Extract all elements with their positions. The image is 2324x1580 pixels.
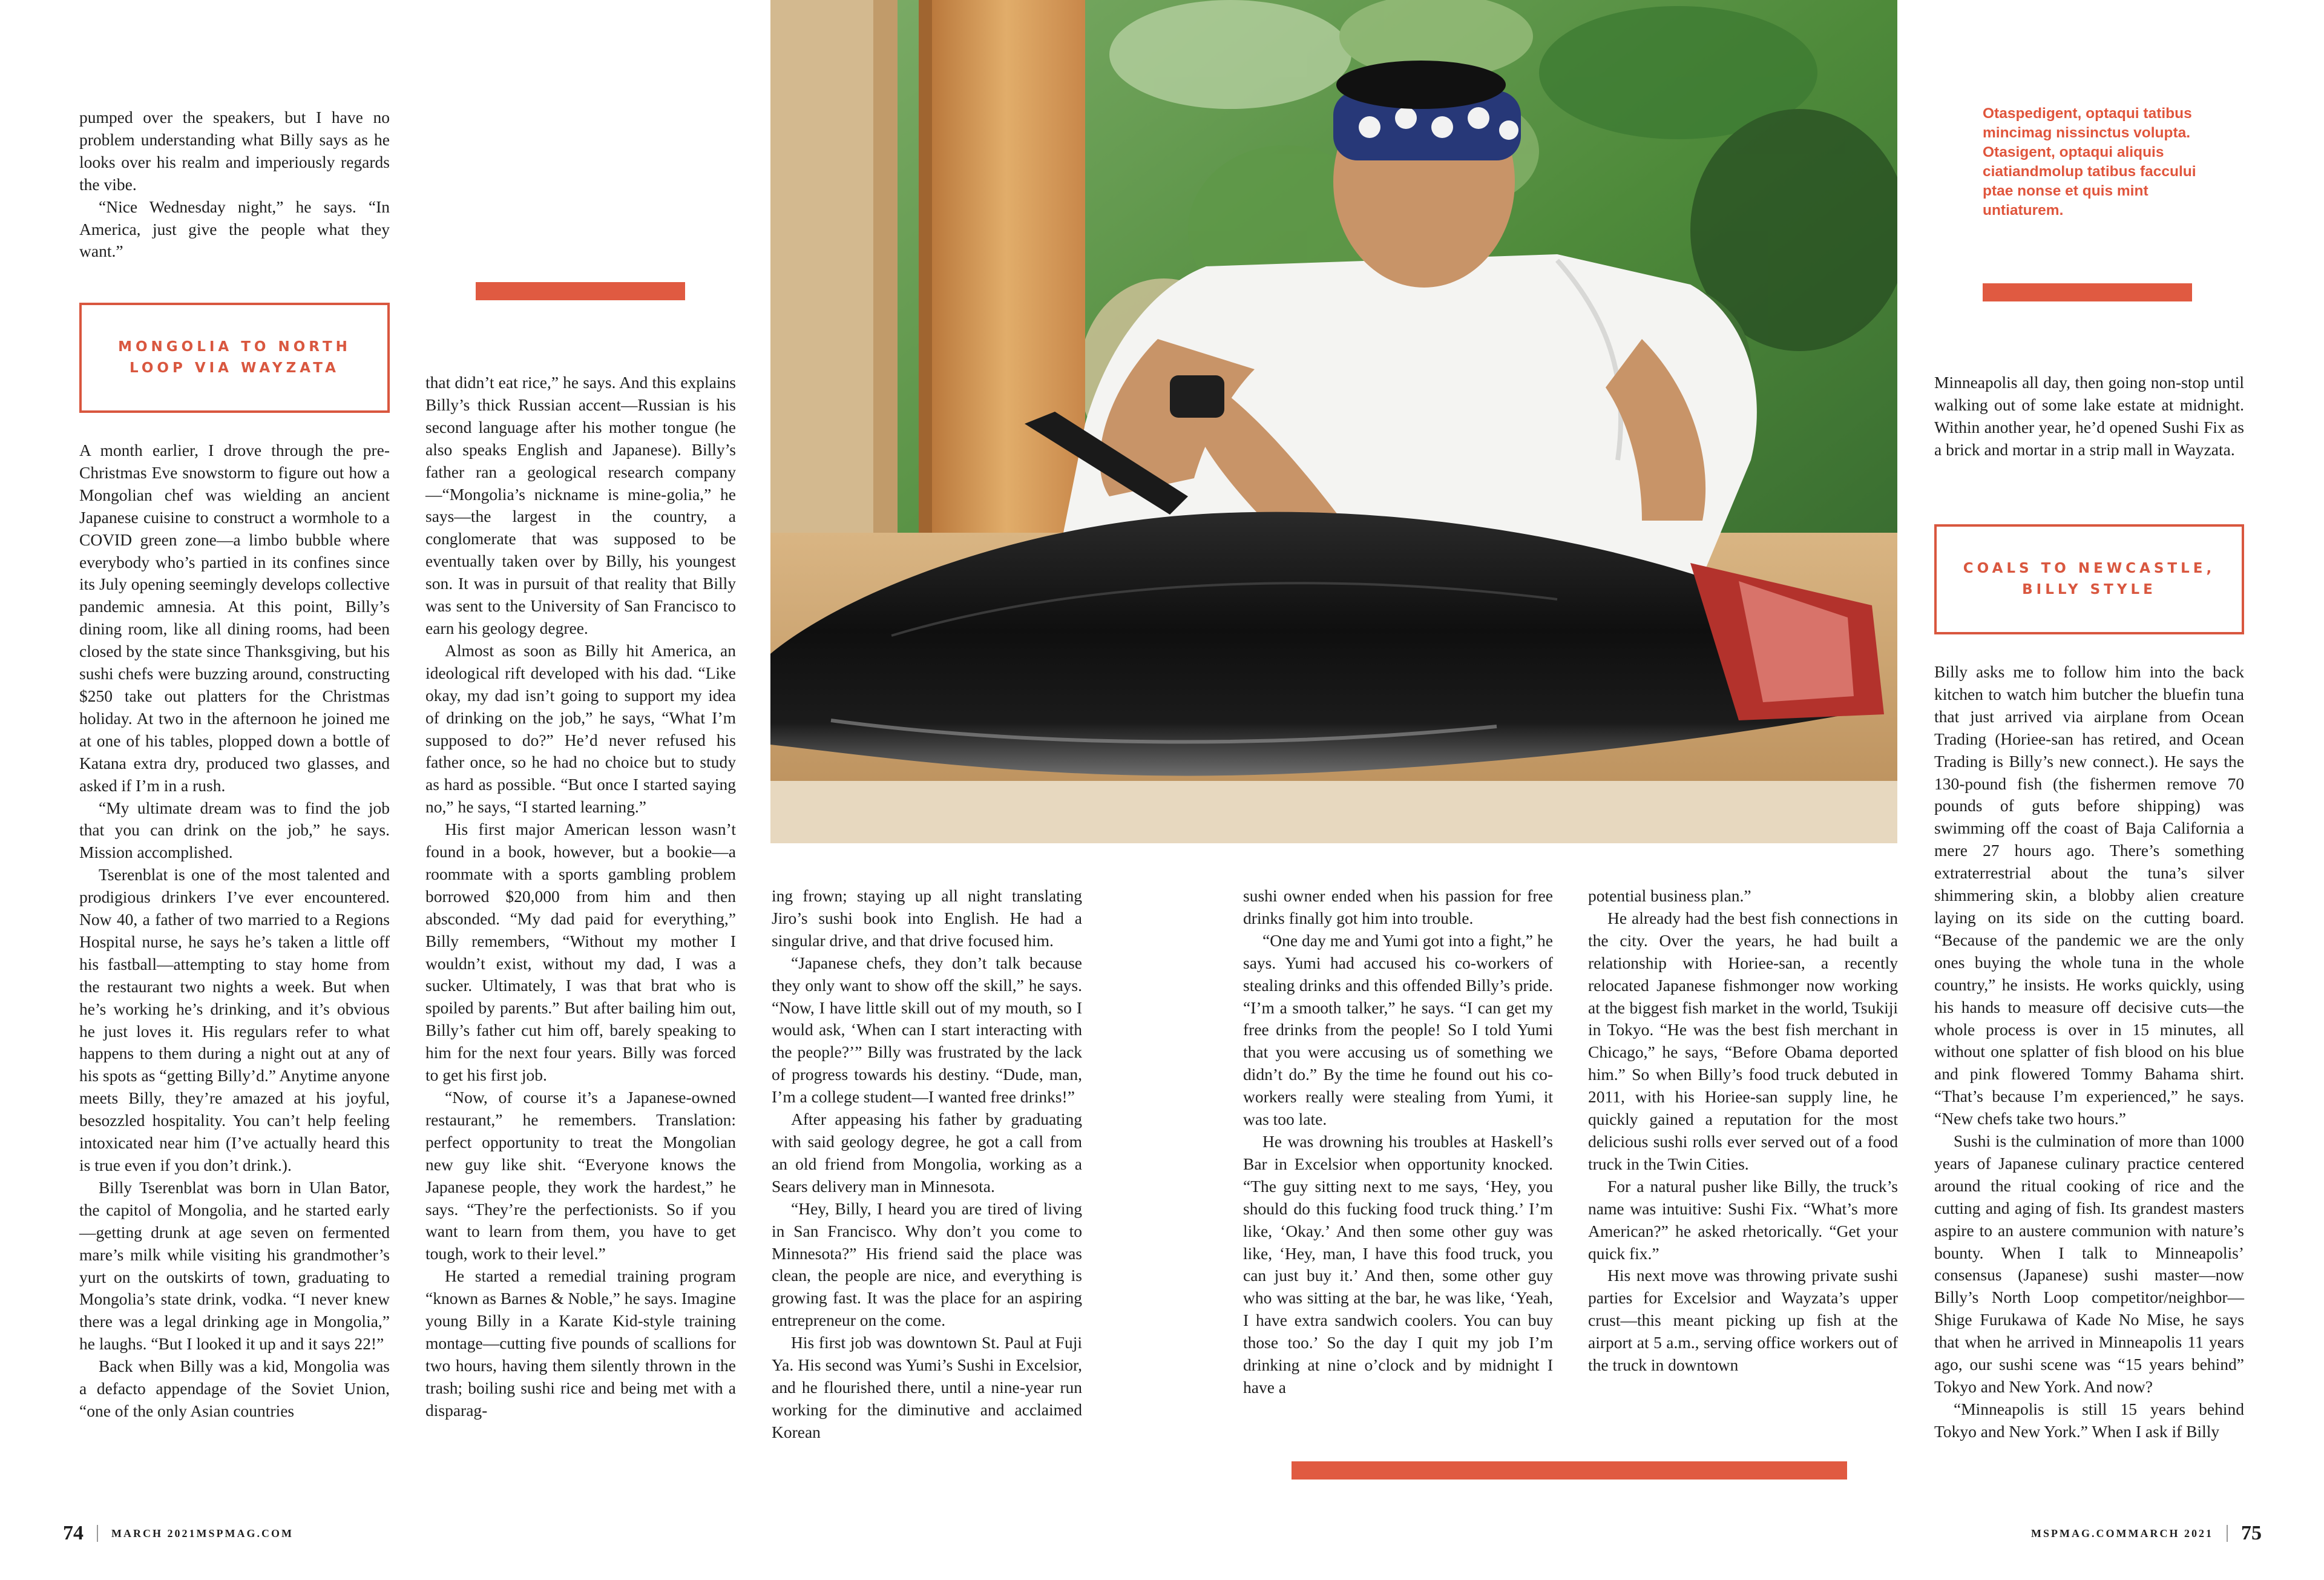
folio-site: MSPMAG.COM: [2031, 1527, 2129, 1539]
paragraph: For a natural pusher like Billy, the truck’s name was intuitive: Sushi Fix. “What’s more American?” he asked rhetorically. “Get your quick fix.”: [1588, 1176, 1898, 1263]
column-1-top: [79, 107, 390, 263]
column-1-bottom: [79, 439, 390, 1423]
folio-right: [2031, 1521, 2262, 1545]
paragraph: Sushi is the culmination of more than 1000 years of Japanese culinary practice centered around the ritual cooking of rice and the cutting and aging of fish. Its grandest masters aspire to an austere communion with nature’s bounty. When I talk to Minneapolis’ consensus (Japanese) sushi master—now Billy’s North Loop competitor/neighbor—Shige Furukawa of Kade No Mise, he says that when he arrived in Minneapolis 11 years ago, our sushi scene was “15 years behind” Tokyo and New York. And now?: [1934, 1131, 2244, 1396]
paragraph: After appeasing his father by graduating with said geology degree, he got a call from an old friend from Mongolia, working as a Sears delivery man in Minnesota.: [772, 1110, 1082, 1196]
column-5: [1588, 885, 1898, 1377]
folio-date: MARCH 2021: [111, 1527, 197, 1539]
paragraph: potential business plan.”: [1588, 886, 1751, 905]
paragraph: “Nice Wednesday night,” he says. “In America, just give the people what they want.”: [79, 197, 390, 261]
paragraph: Back when Billy was a kid, Mongolia was a defacto appendage of the Soviet Union, “one of the only Asian countries: [79, 1357, 390, 1420]
page-number: 74: [63, 1522, 84, 1544]
paragraph: Billy Tserenblat was born in Ulan Bator, the capitol of Mongolia, and he started early—getting drunk at age seven on fermented mare’s milk while visiting his grandmother’s yurt on the outskirts of town, graduating to Mongolia’s state drink, vodka. “I never knew there was a legal drinking age in Mongolia,” he laughs. “But I looked it up and it says 22!”: [79, 1177, 390, 1354]
paragraph: “Now, of course it’s a Japanese-owned restaurant,” he remembers. Translation: perfect opportunity to treat the Mongolian new guy like shit. “Everyone knows the Japanese people, they work the hardest,” he says. “They’re the perfectionists. So if you want to learn from them, you have to get tough, work to their level.”: [425, 1088, 736, 1263]
column-6-bottom: [1934, 661, 2244, 1443]
paragraph: Billy asks me to follow him into the back kitchen to watch him butcher the bluefin tuna that just arrived via airplane from Ocean Trading (Horiee-san has retired, and Ocean Trading is Billy’s new connect.). He says the 130-pound fish (the fishermen remove 70 pounds of guts before shipping) was swimming off the coast of Baja California a mere 27 hours ago. There’s something extraterrestrial about the tuna’s silver shimmering skin, a blobby alien creature laying on its side on the cutting board. “Because of the pandemic we are the only ones buying the whole tuna in the whole country,” he insists. He works quickly, using his hands to measure off decisive cuts—the whole process is over in 15 minutes, all without one splatter of fish blood on his blue and pink flowered Tommy Bahama shirt. “That’s because I’m experienced,” he says. “New chefs take two hours.”: [1934, 662, 2244, 1128]
paragraph: Minneapolis all day, then going non-stop until walking out of some lake estate at midnight. Within another year, he’d opened Sushi Fix as a brick and mortar in a strip mall in Wayzata.: [1934, 373, 2244, 459]
folio-date: MARCH 2021: [2128, 1527, 2213, 1539]
paragraph: “Minneapolis is still 15 years behind Tokyo and New York.” When I ask if Billy: [1934, 1399, 2244, 1441]
page-number: 75: [2241, 1522, 2262, 1544]
folio-site: MSPMAG.COM: [196, 1527, 294, 1539]
chef-tuna-photo: [770, 0, 1897, 843]
paragraph: “One day me and Yumi got into a fight,” he says. Yumi had accused his co-workers of stealing drinks and this offended Billy’s pride. “I’m a smooth talker,” he says. “I can get my free drinks from the people! So I told Yumi that you were accusing us of something we didn’t do.” By the time he found out his co-workers really were stealing from Yumi, it was too late.: [1243, 930, 1553, 1129]
folio-divider: [2227, 1525, 2228, 1542]
paragraph: “My ultimate dream was to find the job that you can drink on the job,” he says. Mission accomplished.: [79, 798, 390, 862]
paragraph: A month earlier, I drove through the pre-Christmas Eve snowstorm to figure out how a Mongolian chef was wielding an ancient Japanese cuisine to construct a wormhole to a COVID green zone—a limbo bubble where everybody who’s partied in its confines since its July opening seemingly develops collective pandemic amnesia. At this point, Billy’s dining room, like all dining rooms, had been closed by the state since Thanksgiving, but his sushi chefs were buzzing around, constructing $250 take out platters for the Christmas holiday. At two in the afternoon he joined me at one of his tables, plopped down a bottle of Katana extra dry, produced two glasses, and asked if I’m in a rush.: [79, 441, 390, 795]
column-6-top: [1934, 372, 2244, 461]
subhead-coals: COALS TO NEWCASTLE, BILLY STYLE: [1934, 524, 2244, 634]
paragraph: that didn’t eat rice,” he says. And this explains Billy’s thick Russian accent—Russian is his second language after his mother tongue (he also speaks English and Japanese). Billy’s father ran a geological research company—“Mongolia’s nickname is mine-golia,” he says—the largest in the country, a conglomerate that was supposed to be eventually taken over by Billy, his youngest son. It was in pursuit of that reality that Billy was sent to the University of San Francisco to earn his geology degree.: [425, 373, 736, 637]
folio-divider: [97, 1525, 98, 1542]
paragraph: He was drowning his troubles at Haskell’s Bar in Excelsior when opportunity knocked. “The guy sitting next to me says, ‘Hey, you should do this fucking food truck thing.’ I’m like, ‘Okay.’ And then some other guy was like, ‘Hey, man, I have this food truck, you can just buy it.’ And then, some other guy who was sitting at the bar, he was like, ‘Yeah, I have extra sandwich coolers. You can buy those too.’ So the day I quit my job I’m drinking at nine o’clock and by midnight I have a: [1243, 1131, 1553, 1397]
column-3: [772, 885, 1082, 1444]
pull-quote: Otaspedigent, optaqui tatibus mincimag nissinctus volupta. Otasigent, optaqui aliquis ciatiandmolup tatibus faccului ptae nonse et quis mint untiaturem.: [1983, 105, 2196, 219]
accent-bar-bottom: [1292, 1461, 1847, 1480]
accent-bar-left: [476, 282, 685, 300]
paragraph: sushi owner ended when his passion for free drinks finally got him into trouble.: [1243, 886, 1553, 927]
subhead-mongolia: MONGOLIA TO NORTH LOOP VIA WAYZATA: [79, 303, 390, 413]
paragraph: He already had the best fish connections in the city. Over the years, he had built a relationship with Horiee-san, a recently relocated Japanese fishmonger now working at the biggest fish market in the world, Tsukiji in Tokyo. “He was the best fish merchant in Chicago,” he says, “Before Obama deported him.” So when Billy’s food truck debuted in 2011, with his Horiee-san supply line, he quickly gained a reputation for the most delicious sushi rolls ever served out of a food truck in the Twin Cities.: [1588, 908, 1898, 1173]
paragraph: His first job was downtown St. Paul at Fuji Ya. His second was Yumi’s Sushi in Excelsior, and he flourished there, until a nine-year run working for the diminutive and acclaimed Korean: [772, 1333, 1082, 1441]
column-2: [425, 372, 736, 1422]
column-4: [1243, 885, 1553, 1399]
paragraph: “Hey, Billy, I heard you are tired of living in San Francisco. Why don’t you come to Minnesota?” His friend said the place was clean, the people are nice, and everything is growing fast. It was the place for an aspiring entrepreneur on the come.: [772, 1199, 1082, 1330]
paragraph: His next move was throwing private sushi parties for Excelsior and Wayzata’s upper crust—this meant picking up fish at the airport at 5 a.m., serving office workers out of the truck in downtown: [1588, 1266, 1898, 1375]
paragraph: Tserenblat is one of the most talented and prodigious drinkers I’ve ever encountered. Now 40, a father of two married to a Regions Hospital nurse, he says he’s taken a little off his fastball—attempting to stay home from the restaurant two nights a week. But when he’s working he’s drinking, and it’s obvious he just loves it. His regulars refer to what happens to them during a night out at any of his spots as “getting Billy’d.” Anytime anyone meets Billy, they’re amazed at his joyful, besozzled hospitality. You can’t help feeling intoxicated near him (I’ve actually heard this is true even if you don’t drink.).: [79, 865, 390, 1174]
accent-bar-right: [1983, 283, 2192, 301]
paragraph: “Japanese chefs, they don’t talk because they only want to show off the skill,” he says. “Now, I have little skill out of my mouth, so I would ask, ‘When can I start interacting with the people?’” Billy was frustrated by the lack of progress towards his destiny. “Dude, man, I’m a college student—I wanted free drinks!”: [772, 953, 1082, 1107]
folio-left: [63, 1521, 294, 1545]
paragraph: ing frown; staying up all night translating Jiro’s sushi book into English. He had a singular drive, and that drive focused him.: [772, 886, 1082, 950]
paragraph: His first major American lesson wasn’t found in a book, however, but a bookie—a roommate with a sports gambling problem borrowed $20,000 from him and then absconded. “My dad paid for everything,” Billy remembers, “Without my mother I wouldn’t exist, without my dad, I was a sucker. Ultimately, I was that brat who is spoiled by parents.” But after bailing him out, Billy’s father cut him off, barely speaking to him for the next four years. Billy was forced to get his first job.: [425, 820, 736, 1085]
paragraph: Almost as soon as Billy hit America, an ideological rift developed with his dad. “Like okay, my dad isn’t going to support my idea of drinking on the job,” he says, “What I’m supposed to do?” He’d never refused his father once, so he had no choice but to study as hard as possible. “But once I started saying no,” he says, “I started learning.”: [425, 640, 736, 817]
paragraph: pumped over the speakers, but I have no problem understanding what Billy says as he looks over his realm and imperiously regards the vibe.: [79, 108, 390, 194]
paragraph: He started a remedial training program “known as Barnes & Noble,” he says. Imagine young Billy in a Karate Kid-style training montage—cutting five pounds of scallions for two hours, having them silently thrown in the trash; boiling sushi rice and being met with a disparag-: [425, 1266, 736, 1420]
